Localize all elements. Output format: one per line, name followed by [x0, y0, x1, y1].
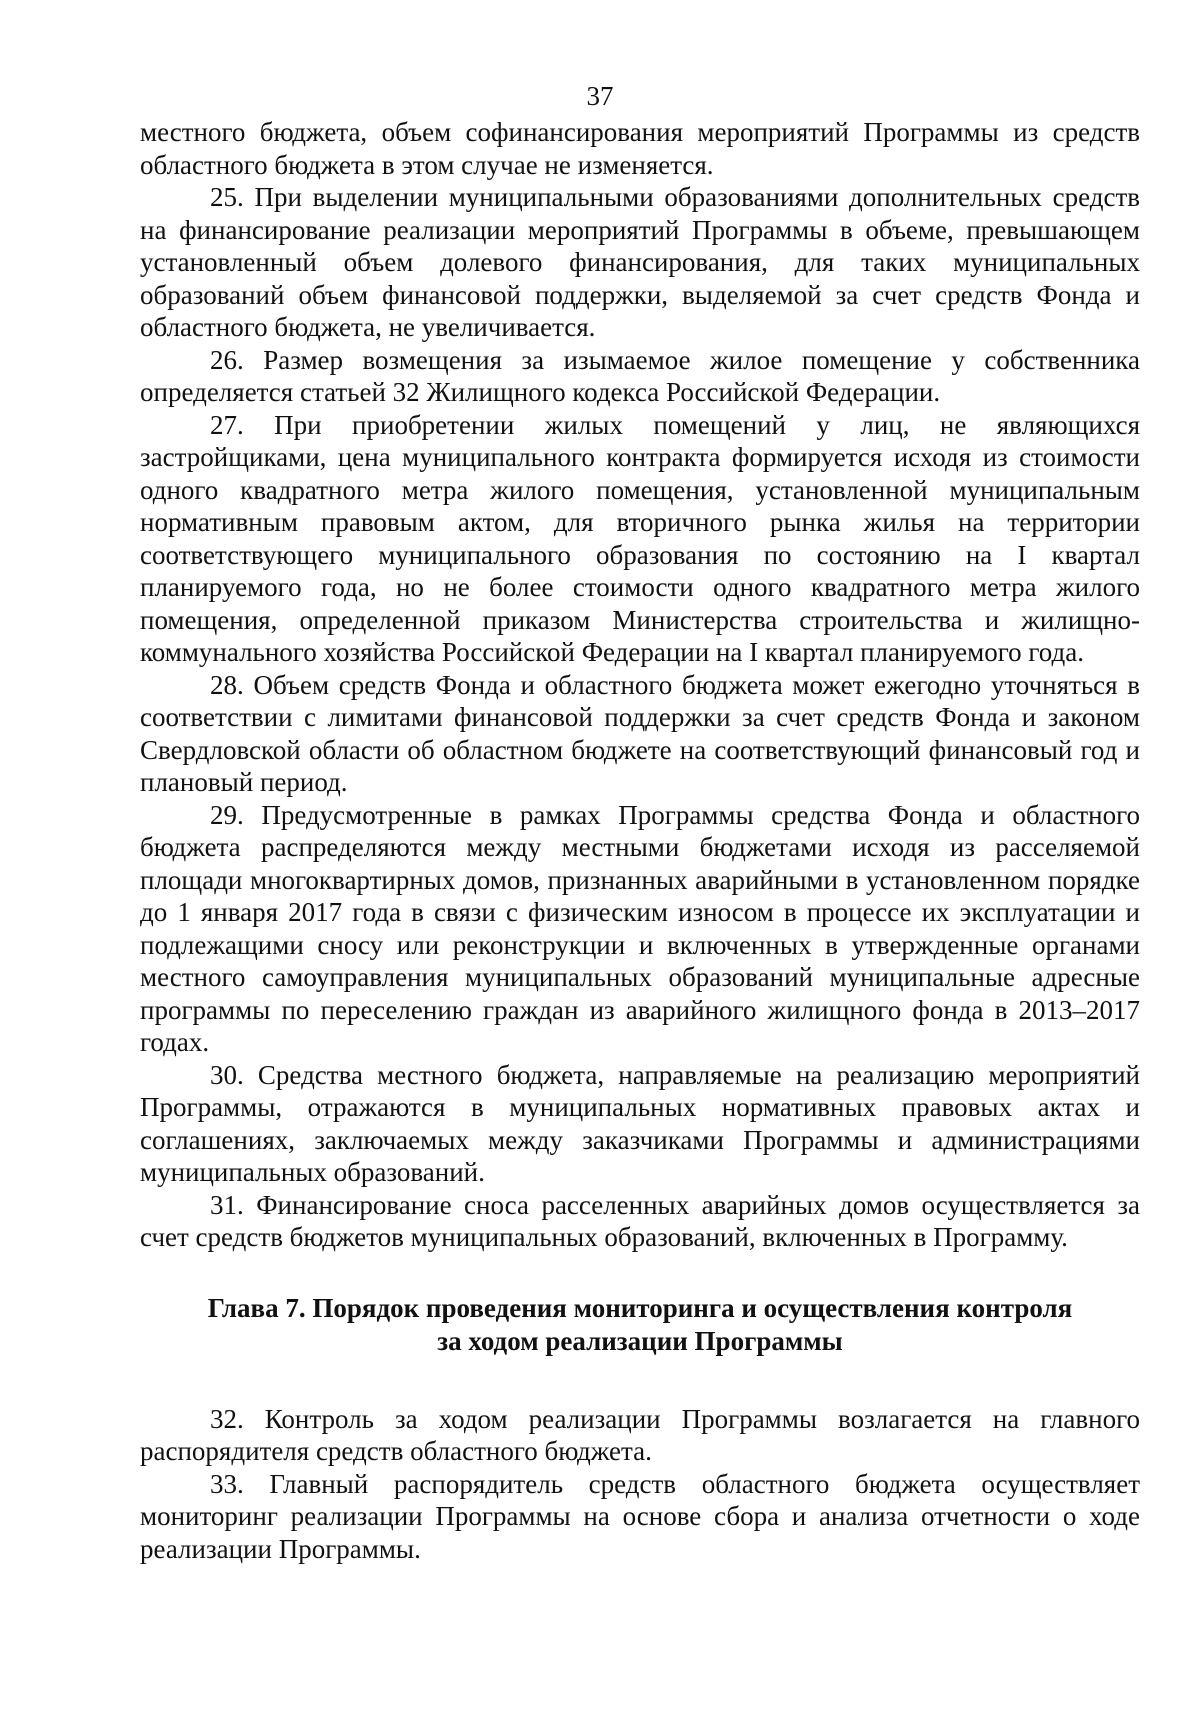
paragraph-26: 26. Размер возмещения за изымаемое жилое помещение у собственника определяется статьей 32 Жилищного кодекса Российской Федерации. — [140, 344, 1140, 407]
paragraph-29: 29. Предусмотренные в рамках Программы средства Фонда и областного бюджета распределяются между местными бюджетами исходя из расселяемой площади многоквартирных домов, признанных аварийными в установленном порядке до 1 января 2017 года в связи с физическим износом в процессе их эксплуатации и подлежащими сносу или реконструкции и включенных в утвержденные органами местного самоуправления муниципальных образований муниципальные адресные программы по переселению граждан из аварийного жилищного фонда в 2013–2017 годах. — [140, 799, 1140, 1057]
paragraph-continuation: местного бюджета, объем софинансирования мероприятий Программы из средств областного бюджета в этом случае не изменяется. — [140, 117, 1140, 180]
document-body — [140, 116, 1140, 1565]
paragraph-30: 30. Средства местного бюджета, направляемые на реализацию мероприятий Программы, отражаются в муниципальных нормативных правовых актах и соглашениях, заключаемых между заказчиками Программы и администрациями муниципальных образований. — [140, 1059, 1140, 1187]
page-number: 37 — [586, 81, 614, 111]
chapter-title-line1: Глава 7. Порядок проведения мониторинга и осуществления контроля — [207, 1292, 1073, 1323]
paragraph-31: 31. Финансирование сноса расселенных аварийных домов осуществляется за счет средств бюджетов муниципальных образований, включенных в Программу. — [140, 1189, 1140, 1252]
paragraph-28: 28. Объем средств Фонда и областного бюджета может ежегодно уточняться в соответствии с лимитами финансовой поддержки за счет средств Фонда и законом Свердловской области об областном бюджете на соответствующий финансовый год и плановый период. — [140, 669, 1140, 797]
paragraph-33: 33. Главный распорядитель средств областного бюджета осуществляет мониторинг реализации Программы на основе сбора и анализа отчетности о ходе реализации Программы. — [140, 1468, 1140, 1564]
paragraph-25: 25. При выделении муниципальными образованиями дополнительных средств на финансирование реализации мероприятий Программы в объеме, превышающем установленный объем долевого финансирования, для таких муниципальных образований объем финансовой поддержки, выделяемой за счет средств Фонда и областного бюджета, не увеличивается. — [140, 182, 1140, 342]
chapter-title — [140, 1292, 1140, 1358]
chapter-title-line2: за ходом реализации Программы — [437, 1325, 843, 1356]
paragraph-32: 32. Контроль за ходом реализации Программы возлагается на главного распорядителя средств областного бюджета. — [140, 1403, 1140, 1466]
paragraph-27: 27. При приобретении жилых помещений у лиц, не являющихся застройщиками, цена муниципального контракта формируется исходя из стоимости одного квадратного метра жилого помещения, установленной муниципальным нормативным правовым актом, для вторичного рынка жилья на территории соответствующего муниципального образования по состоянию на I квартал планируемого года, но не более стоимости одного квадратного метра жилого помещения, определенной приказом Министерства строительства и жилищно-коммунального хозяйства Российской Федерации на I квартал планируемого года. — [140, 409, 1140, 667]
